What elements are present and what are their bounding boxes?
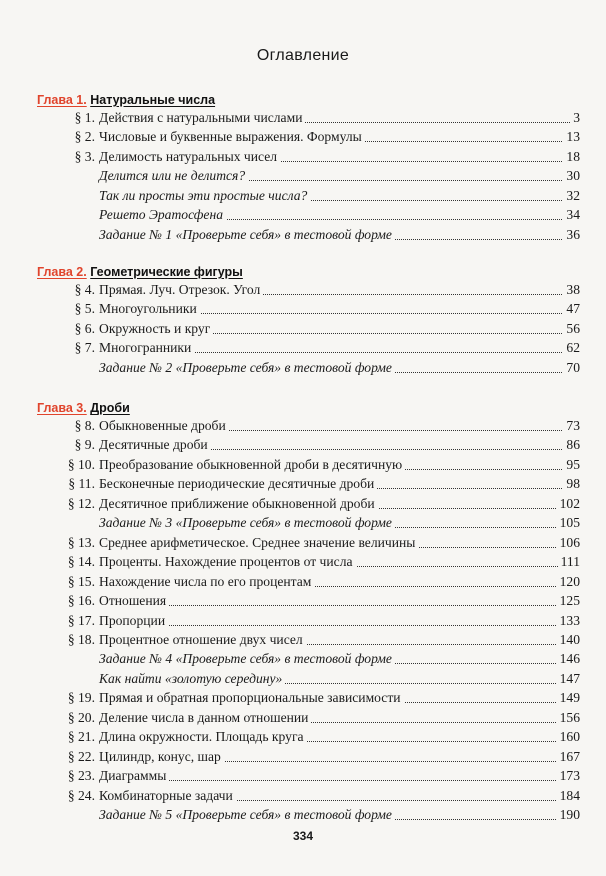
section-number: § 6. xyxy=(74,320,95,336)
entry-page-number: 167 xyxy=(557,747,580,766)
toc-entry[interactable] xyxy=(0,805,606,824)
entry-title: Задание № 2 «Проверьте себя» в тестовой форме xyxy=(99,358,395,377)
toc-entry[interactable] xyxy=(0,533,606,552)
section-number: § 23. xyxy=(67,768,95,784)
entry-title: Нахождение числа по его процентам xyxy=(99,572,314,591)
section-number: § 11. xyxy=(68,476,95,492)
entry-page-number: 140 xyxy=(557,630,580,649)
toc-entry[interactable] xyxy=(0,688,606,707)
chapter-heading xyxy=(37,401,130,415)
entry-page-number: 173 xyxy=(557,766,580,785)
entry-title: Процентное отношение двух чисел xyxy=(99,630,306,649)
entry-page-number: 3 xyxy=(570,108,580,127)
entry-title: Как найти «золотую середину» xyxy=(99,669,285,688)
entry-title: Делимость натуральных чисел xyxy=(99,147,280,166)
section-number: § 2. xyxy=(74,129,95,145)
toc-entry[interactable] xyxy=(0,572,606,591)
section-number: § 21. xyxy=(67,729,95,745)
entry-page-number: 73 xyxy=(563,416,580,435)
entry-page-number: 70 xyxy=(563,358,580,377)
entry-page-number: 149 xyxy=(557,688,580,707)
entry-page-number: 36 xyxy=(563,225,580,244)
entry-page-number: 102 xyxy=(557,494,580,513)
section-number: § 18. xyxy=(67,631,95,647)
entry-title: Прямая. Луч. Отрезок. Угол xyxy=(99,280,263,299)
entry-page-number: 13 xyxy=(563,127,580,146)
dot-leader xyxy=(99,625,578,626)
toc-entry[interactable] xyxy=(0,669,606,688)
chapter-heading xyxy=(37,265,243,279)
entry-page-number: 111 xyxy=(558,552,580,571)
entry-page-number: 98 xyxy=(563,474,580,493)
toc-entry[interactable] xyxy=(0,147,606,166)
entry-page-number: 125 xyxy=(557,591,580,610)
entry-title: Действия с натуральными числами xyxy=(99,108,305,127)
entry-title: Задание № 1 «Проверьте себя» в тестовой форме xyxy=(99,225,395,244)
entry-title: Пропорции xyxy=(99,611,168,630)
entry-title: Задание № 4 «Проверьте себя» в тестовой форме xyxy=(99,649,395,668)
entry-title: Проценты. Нахождение процентов от числа xyxy=(99,552,356,571)
entry-title: Длина окружности. Площадь круга xyxy=(99,727,307,746)
entry-title: Отношения xyxy=(99,591,169,610)
entry-page-number: 160 xyxy=(557,727,580,746)
section-number: § 24. xyxy=(67,787,95,803)
entry-page-number: 190 xyxy=(557,805,580,824)
section-number: § 14. xyxy=(67,554,95,570)
page-title: Оглавление xyxy=(256,47,350,64)
entry-page-number: 147 xyxy=(557,669,580,688)
entry-title: Задание № 3 «Проверьте себя» в тестовой форме xyxy=(99,513,395,532)
entry-title: Цилиндр, конус, шар xyxy=(99,747,224,766)
section-number: § 9. xyxy=(74,437,95,453)
toc-entry[interactable] xyxy=(0,280,606,299)
section-number: § 17. xyxy=(67,612,95,628)
section-number: § 19. xyxy=(67,690,95,706)
entry-title: Комбинаторные задачи xyxy=(99,786,236,805)
entry-page-number: 133 xyxy=(557,611,580,630)
entry-title: Числовые и буквенные выражения. Формулы xyxy=(99,127,365,146)
entry-title: Многоугольники xyxy=(99,299,200,318)
chapter-title: Дроби xyxy=(90,401,130,415)
toc-entry[interactable] xyxy=(0,474,606,493)
dot-leader xyxy=(99,605,578,606)
entry-title: Прямая и обратная пропорциональные зависимости xyxy=(99,688,404,707)
entry-page-number: 156 xyxy=(557,708,580,727)
toc-entry[interactable] xyxy=(0,186,606,205)
section-number: § 13. xyxy=(67,534,95,550)
toc-entry[interactable] xyxy=(0,747,606,766)
toc-entry[interactable] xyxy=(0,727,606,746)
page-number: 334 xyxy=(292,829,314,843)
toc-entry[interactable] xyxy=(0,708,606,727)
section-number: § 16. xyxy=(67,593,95,609)
entry-title: Обыкновенные дроби xyxy=(99,416,229,435)
entry-page-number: 184 xyxy=(557,786,580,805)
entry-page-number: 105 xyxy=(557,513,580,532)
toc-entry[interactable] xyxy=(0,513,606,532)
toc-entry[interactable] xyxy=(0,552,606,571)
entry-title: Диаграммы xyxy=(99,766,169,785)
section-number: § 12. xyxy=(67,495,95,511)
chapter-number: Глава 2. xyxy=(37,265,87,279)
toc-entry[interactable] xyxy=(0,455,606,474)
entry-page-number: 56 xyxy=(563,319,580,338)
toc-entry[interactable] xyxy=(0,166,606,185)
entry-title: Десятичное приближение обыкновенной дроби xyxy=(99,494,378,513)
entry-page-number: 106 xyxy=(557,533,580,552)
toc-entry[interactable] xyxy=(0,358,606,377)
toc-entry[interactable] xyxy=(0,766,606,785)
toc-entry[interactable] xyxy=(0,611,606,630)
toc-entry[interactable] xyxy=(0,205,606,224)
section-number: § 3. xyxy=(74,148,95,164)
entry-page-number: 18 xyxy=(563,147,580,166)
entry-page-number: 146 xyxy=(557,649,580,668)
toc-entry[interactable] xyxy=(0,108,606,127)
toc-entry[interactable] xyxy=(0,630,606,649)
toc-entry[interactable] xyxy=(0,649,606,668)
chapter-number: Глава 3. xyxy=(37,401,87,415)
entry-title: Десятичные дроби xyxy=(99,435,211,454)
toc-entry[interactable] xyxy=(0,338,606,357)
entry-title: Многогранники xyxy=(99,338,194,357)
toc-entry[interactable] xyxy=(0,127,606,146)
entry-page-number: 62 xyxy=(563,338,580,357)
section-number: § 1. xyxy=(74,110,95,125)
toc-entry[interactable] xyxy=(0,225,606,244)
entry-title: Делится или не делится? xyxy=(99,166,248,185)
toc-entry[interactable] xyxy=(0,435,606,454)
entry-page-number: 34 xyxy=(563,205,580,224)
toc-entry[interactable] xyxy=(0,416,606,435)
entry-page-number: 32 xyxy=(563,186,580,205)
entry-title: Окружность и круг xyxy=(99,319,213,338)
entry-page-number: 120 xyxy=(557,572,580,591)
chapter-number: Глава 1. xyxy=(37,93,87,107)
entry-title: Бесконечные периодические десятичные дроби xyxy=(99,474,377,493)
entry-page-number: 47 xyxy=(563,299,580,318)
section-number: § 7. xyxy=(74,340,95,356)
toc-entry[interactable] xyxy=(0,591,606,610)
section-number: § 15. xyxy=(67,573,95,589)
chapter-title: Натуральные числа xyxy=(90,93,216,107)
section-number: § 5. xyxy=(74,301,95,317)
section-number: § 10. xyxy=(67,456,95,472)
toc-entry[interactable] xyxy=(0,494,606,513)
toc-entry[interactable] xyxy=(0,786,606,805)
entry-page-number: 86 xyxy=(563,435,580,454)
section-number: § 22. xyxy=(67,748,95,764)
entry-title: Преобразование обыкновенной дроби в десятичную xyxy=(99,455,405,474)
toc-entry[interactable] xyxy=(0,299,606,318)
entry-title: Задание № 5 «Проверьте себя» в тестовой форме xyxy=(99,805,395,824)
entry-page-number: 30 xyxy=(563,166,580,185)
section-number: § 8. xyxy=(74,418,95,433)
entry-page-number: 38 xyxy=(563,280,580,299)
dot-leader xyxy=(99,780,578,781)
entry-title: Среднее арифметическое. Среднее значение величины xyxy=(99,533,418,552)
entry-page-number: 95 xyxy=(563,455,580,474)
section-number: § 4. xyxy=(74,282,95,297)
entry-title: Решето Эратосфена xyxy=(99,205,226,224)
entry-title: Так ли просты эти простые числа? xyxy=(99,186,310,205)
toc-entry[interactable] xyxy=(0,319,606,338)
entry-title: Деление числа в данном отношении xyxy=(99,708,311,727)
chapter-title: Геометрические фигуры xyxy=(90,265,243,279)
chapter-heading xyxy=(37,93,215,107)
section-number: § 20. xyxy=(67,709,95,725)
